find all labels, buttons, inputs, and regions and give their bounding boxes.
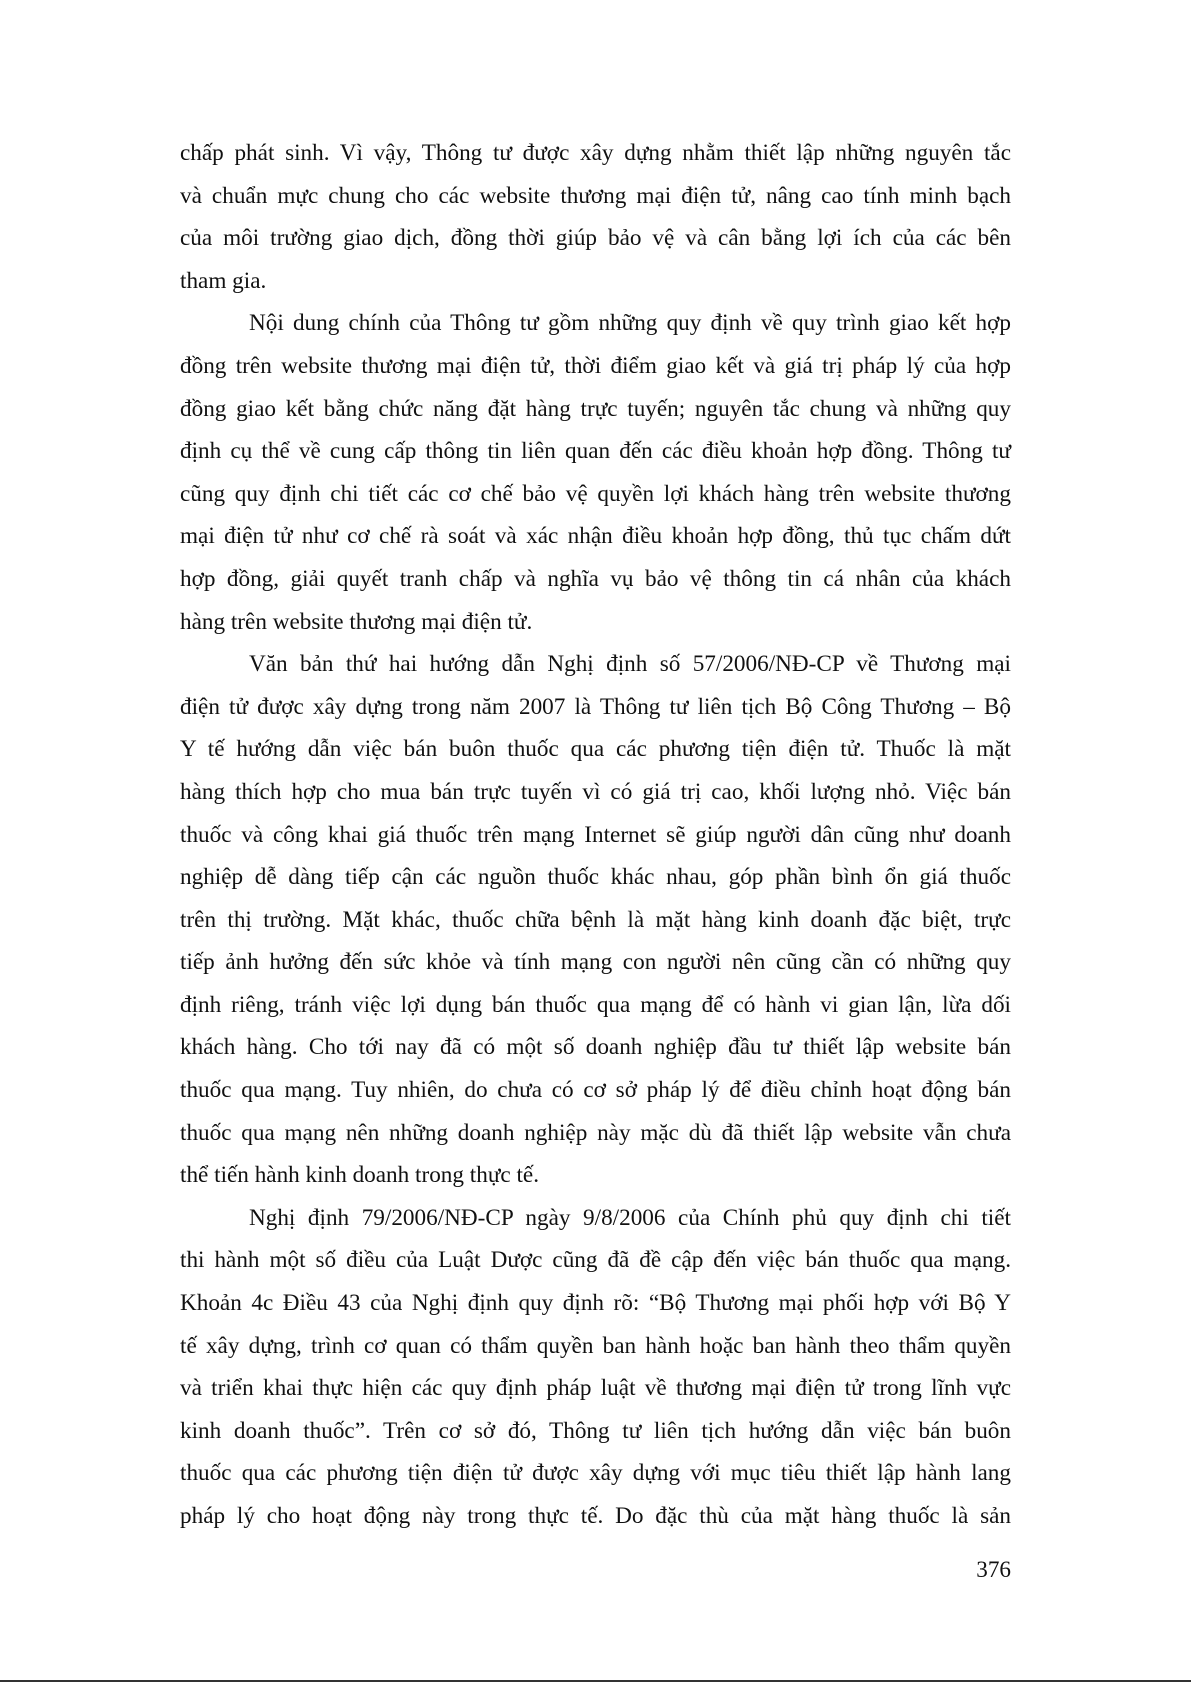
paragraph-2 <box>180 302 1011 643</box>
text-line: đồng giao kết bằng chức năng đặt hàng trực tuyến; nguyên tắc chung và những quy <box>180 395 1011 422</box>
text-line: thể tiến hành kinh doanh trong thực tế. <box>180 1162 540 1189</box>
text-line: đồng trên website thương mại điện tử, thời điểm giao kết và giá trị pháp lý của hợp <box>180 352 1011 379</box>
text-line: Y tế hướng dẫn việc bán buôn thuốc qua các phương tiện điện tử. Thuốc là mặt <box>180 736 1011 763</box>
paragraph-1 <box>180 132 1011 302</box>
text-line: nghiệp dễ dàng tiếp cận các nguồn thuốc khác nhau, góp phần bình ổn giá thuốc <box>180 864 1011 891</box>
text-line: của môi trường giao dịch, đồng thời giúp bảo vệ và cân bằng lợi ích của các bên <box>180 225 1011 252</box>
text-line: pháp lý cho hoạt động này trong thực tế. Do đặc thù của mặt hàng thuốc là sản <box>180 1503 1011 1529</box>
text-line: tham gia. <box>180 267 267 294</box>
text-line: trên thị trường. Mặt khác, thuốc chữa bệnh là mặt hàng kinh doanh đặc biệt, trực <box>180 906 1011 933</box>
text-line: thi hành một số điều của Luật Dược cũng đã đề cập đến việc bán thuốc qua mạng. <box>180 1247 1011 1274</box>
text-line: hàng trên website thương mại điện tử. <box>180 608 533 635</box>
text-line: định riêng, tránh việc lợi dụng bán thuốc qua mạng để có hành vi gian lận, lừa dối <box>180 991 1011 1018</box>
text-line: tiếp ảnh hưởng đến sức khỏe và tính mạng con người nên cũng cần có những quy <box>180 949 1011 976</box>
text-line: định cụ thể về cung cấp thông tin liên quan đến các điều khoản hợp đồng. Thông tư <box>180 438 1011 465</box>
text-line: khách hàng. Cho tới nay đã có một số doanh nghiệp đầu tư thiết lập website bán <box>180 1034 1011 1061</box>
text-line: hàng thích hợp cho mua bán trực tuyến vì có giá trị cao, khối lượng nhỏ. Việc bán <box>180 778 1011 805</box>
text-line: thuốc qua mạng nên những doanh nghiệp này mặc dù đã thiết lập website vẫn chưa <box>180 1119 1011 1146</box>
text-line: và triển khai thực hiện các quy định pháp luật về thương mại điện tử trong lĩnh vực <box>180 1375 1011 1402</box>
page-number: 376 <box>976 1557 1011 1583</box>
text-line: Nghị định 79/2006/NĐ-CP ngày 9/8/2006 của Chính phủ quy định chi tiết <box>249 1204 1011 1231</box>
text-line: hợp đồng, giải quyết tranh chấp và nghĩa vụ bảo vệ thông tin cá nhân của khách <box>180 565 1011 592</box>
text-line: thuốc qua các phương tiện điện tử được xây dựng với mục tiêu thiết lập hành lang <box>180 1460 1011 1487</box>
text-line: kinh doanh thuốc”. Trên cơ sở đó, Thông tư liên tịch hướng dẫn việc bán buôn <box>180 1417 1011 1444</box>
text-line: Nội dung chính của Thông tư gồm những quy định về quy trình giao kết hợp <box>249 310 1011 337</box>
text-line: chấp phát sinh. Vì vậy, Thông tư được xây dựng nhằm thiết lập những nguyên tắc <box>180 140 1011 166</box>
paragraph-4 <box>180 1197 1011 1538</box>
page-bottom-rule <box>0 1680 1191 1682</box>
text-line: mại điện tử như cơ chế rà soát và xác nhận điều khoản hợp đồng, thủ tục chấm dứt <box>180 523 1011 550</box>
text-line: Văn bản thứ hai hướng dẫn Nghị định số 57/2006/NĐ-CP về Thương mại <box>249 651 1011 678</box>
paragraph-3 <box>180 643 1011 1197</box>
text-line: điện tử được xây dựng trong năm 2007 là Thông tư liên tịch Bộ Công Thương – Bộ <box>180 693 1011 720</box>
document-body <box>180 132 1011 1538</box>
text-line: cũng quy định chi tiết các cơ chế bảo vệ quyền lợi khách hàng trên website thương <box>180 480 1011 507</box>
text-line: và chuẩn mực chung cho các website thương mại điện tử, nâng cao tính minh bạch <box>180 182 1011 209</box>
text-line: thuốc và công khai giá thuốc trên mạng Internet sẽ giúp người dân cũng như doanh <box>180 821 1011 848</box>
text-line: thuốc qua mạng. Tuy nhiên, do chưa có cơ sở pháp lý để điều chỉnh hoạt động bán <box>180 1077 1011 1104</box>
text-line: tế xây dựng, trình cơ quan có thẩm quyền ban hành hoặc ban hành theo thẩm quyền <box>180 1332 1011 1359</box>
text-line: Khoản 4c Điều 43 của Nghị định quy định rõ: “Bộ Thương mại phối hợp với Bộ Y <box>180 1290 1011 1317</box>
